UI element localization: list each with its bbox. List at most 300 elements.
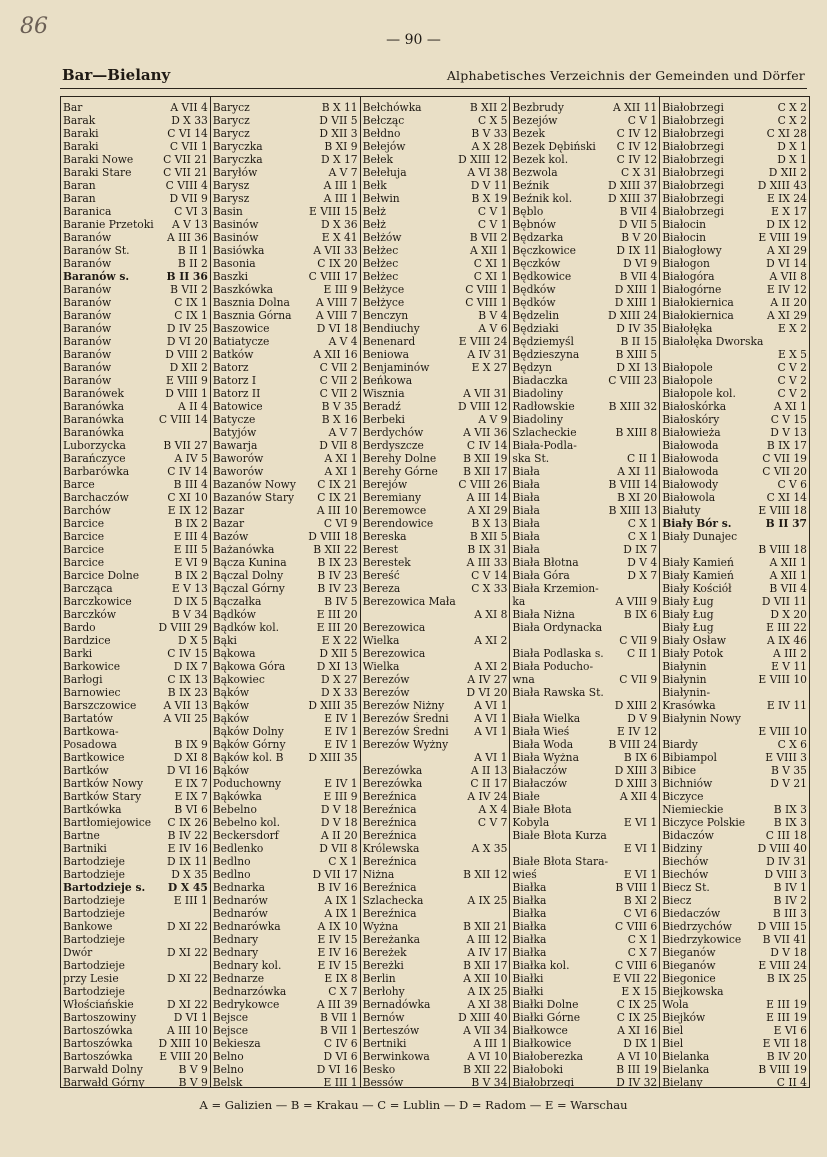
gazetteer-entry <box>660 166 809 179</box>
place-name <box>662 348 776 361</box>
grid-reference: B IX 6 <box>623 608 658 621</box>
grid-reference: D VIII 29 <box>158 621 208 634</box>
gazetteer-entry <box>211 673 360 686</box>
place-name: Bezbrudy <box>512 101 564 114</box>
place-name: Baranówka <box>63 400 125 413</box>
grid-reference: E III 4 <box>173 530 208 543</box>
grid-reference: C VIII 23 <box>608 374 658 387</box>
place-name: Białki <box>512 985 544 998</box>
place-name: Baszki <box>212 270 249 283</box>
place-name: Bartków Stary <box>63 790 142 803</box>
place-name: Bessów <box>362 1076 404 1087</box>
gazetteer-entry <box>510 465 659 478</box>
grid-reference: A IV 17 <box>467 946 508 959</box>
gazetteer-entry <box>660 218 809 231</box>
place-name: Białobrzegi <box>662 101 724 114</box>
grid-reference: B IV 22 <box>167 829 208 842</box>
gazetteer-entry <box>510 530 659 543</box>
grid-reference: E IV 11 <box>766 699 807 712</box>
grid-reference: D VII 5 <box>618 218 658 231</box>
gazetteer-entry <box>510 686 659 699</box>
place-name: Barcząca <box>63 582 113 595</box>
gazetteer-entry <box>211 179 360 192</box>
gazetteer-entry <box>211 920 360 933</box>
gazetteer-entry <box>510 803 659 816</box>
gazetteer-entry <box>211 894 360 907</box>
grid-reference: A II 20 <box>321 829 358 842</box>
place-name: Baranów <box>63 283 112 296</box>
grid-reference: D VII 5 <box>319 114 358 127</box>
grid-reference: A XI 29 <box>767 244 807 257</box>
place-name: Barwałd Dolny <box>63 1063 143 1076</box>
gazetteer-entry <box>510 270 659 283</box>
grid-reference: A XI 29 <box>467 504 508 517</box>
gazetteer-entry <box>361 205 510 218</box>
gazetteer-entry <box>361 894 510 907</box>
gazetteer-entry <box>510 504 659 517</box>
gazetteer-entry <box>211 452 360 465</box>
gazetteer-entry <box>510 764 659 777</box>
place-name: Bednary kol. <box>212 959 282 972</box>
place-name: Białka <box>512 894 547 907</box>
gazetteer-entry <box>211 556 360 569</box>
grid-reference: A VI 38 <box>467 166 508 179</box>
place-name: Bardo <box>63 621 96 634</box>
gazetteer-entry <box>361 153 510 166</box>
place-name: Biała Ordynacka <box>512 621 603 634</box>
grid-reference: D XIII 37 <box>607 192 658 205</box>
place-name: Batorz II <box>212 387 261 400</box>
gazetteer-entry <box>61 946 210 959</box>
grid-reference: D VI 16 <box>316 1063 358 1076</box>
place-name: Baran <box>63 179 96 192</box>
gazetteer-entry <box>211 387 360 400</box>
gazetteer-entry <box>660 634 809 647</box>
place-name: Wola <box>662 998 689 1011</box>
gazetteer-entry <box>361 595 510 608</box>
grid-reference: A VII 33 <box>313 244 358 257</box>
gazetteer-entry <box>660 413 809 426</box>
place-name: Beradź <box>362 400 401 413</box>
place-name: Białogon <box>662 257 710 270</box>
place-name: Barcice <box>63 556 105 569</box>
grid-reference: B XIII 32 <box>608 400 658 413</box>
gazetteer-entry <box>61 660 210 673</box>
gazetteer-entry <box>361 1076 510 1087</box>
place-name: Białokiernica <box>662 309 734 322</box>
place-name: Biecz <box>662 894 692 907</box>
place-name: Bąków Górny <box>212 738 286 751</box>
gazetteer-entry <box>361 309 510 322</box>
gazetteer-entry <box>510 842 659 855</box>
gazetteer-entry <box>361 907 510 920</box>
place-name: Berehy Dolne <box>362 452 437 465</box>
place-name: Bankowe <box>63 920 113 933</box>
place-name: Barwałd Górny <box>63 1076 145 1087</box>
grid-reference: C X 2 <box>777 114 807 127</box>
grid-reference: A VIII 7 <box>315 309 358 322</box>
gazetteer-entry <box>61 569 210 582</box>
place-name: Białaczów <box>512 764 568 777</box>
gazetteer-entry <box>61 673 210 686</box>
gazetteer-entry <box>61 972 210 985</box>
gazetteer-entry <box>361 166 510 179</box>
place-name: Włościańskie <box>63 998 134 1011</box>
place-name: Białynin- <box>662 686 711 699</box>
place-name: Bielanka <box>662 1063 710 1076</box>
gazetteer-entry <box>61 634 210 647</box>
place-name: Bartodzieje <box>63 894 125 907</box>
gazetteer-entry <box>211 595 360 608</box>
grid-reference: B IX 23 <box>317 556 358 569</box>
gazetteer-entry <box>660 842 809 855</box>
gazetteer-entry <box>361 244 510 257</box>
place-name: Biały Ług <box>662 621 714 634</box>
place-name: Biedaczów <box>662 907 721 920</box>
gazetteer-entry <box>361 231 510 244</box>
gazetteer-entry <box>61 556 210 569</box>
gazetteer-entry <box>61 179 210 192</box>
place-name: Baraki <box>63 140 99 153</box>
place-name: Beźnik <box>512 179 549 192</box>
gazetteer-entry <box>660 712 809 725</box>
place-name: Barkowice <box>63 660 121 673</box>
place-name: Bazów <box>212 530 249 543</box>
place-name: Bartodzieje <box>63 868 125 881</box>
grid-reference <box>505 881 507 894</box>
place-name: Baranów <box>63 374 112 387</box>
gazetteer-entry <box>510 127 659 140</box>
place-name: Bawarja <box>212 439 258 452</box>
grid-reference: A III 10 <box>167 1024 208 1037</box>
place-name: Białobrzegi <box>662 153 724 166</box>
grid-reference: D V 9 <box>627 712 658 725</box>
grid-reference <box>805 985 807 998</box>
gazetteer-entry <box>361 127 510 140</box>
place-name: Biała Wyżna <box>512 751 579 764</box>
gazetteer-entry <box>361 803 510 816</box>
grid-reference <box>206 959 208 972</box>
grid-reference: E VIII 9 <box>166 374 208 387</box>
gazetteer-entry <box>61 920 210 933</box>
gazetteer-entry <box>510 673 659 686</box>
grid-reference <box>505 621 507 634</box>
place-name: Bąków <box>212 686 250 699</box>
gazetteer-entry <box>211 842 360 855</box>
place-name: Beckersdorf <box>212 829 279 842</box>
gazetteer-entry <box>361 998 510 1011</box>
gazetteer-entry <box>660 361 809 374</box>
gazetteer-entry <box>211 907 360 920</box>
gazetteer-entry <box>361 764 510 777</box>
gazetteer-entry <box>211 140 360 153</box>
place-name: Białowoda <box>662 439 719 452</box>
gazetteer-entry <box>61 647 210 660</box>
grid-reference: E X 41 <box>321 231 358 244</box>
grid-reference: A XII 4 <box>619 790 658 803</box>
grid-reference <box>206 725 208 738</box>
grid-reference: D VIII 3 <box>764 868 807 881</box>
grid-reference <box>805 790 807 803</box>
gazetteer-entry <box>660 491 809 504</box>
grid-reference: D VII 8 <box>319 439 358 452</box>
grid-reference: D XII 2 <box>768 166 807 179</box>
grid-reference: D XI 13 <box>616 361 658 374</box>
gazetteer-entry <box>361 868 510 881</box>
gazetteer-entry <box>211 1024 360 1037</box>
place-name: Bęczków <box>512 257 561 270</box>
gazetteer-entry <box>361 426 510 439</box>
place-name: Bąkowa Góra <box>212 660 286 673</box>
place-name: Barchów <box>63 504 111 517</box>
place-name: Będków <box>512 283 556 296</box>
gazetteer-entry <box>211 114 360 127</box>
grid-reference: C X 31 <box>621 166 658 179</box>
place-name: Basiówka <box>212 244 265 257</box>
gazetteer-entry <box>61 829 210 842</box>
gazetteer-entry <box>361 673 510 686</box>
grid-reference: C X 1 <box>627 933 658 946</box>
place-name: Bazanów Stary <box>212 491 295 504</box>
grid-reference: C VIII 17 <box>308 270 358 283</box>
grid-reference: B VII 27 <box>163 439 208 452</box>
place-name: Bartodzieje <box>63 985 125 998</box>
place-name: Bedlno <box>212 868 251 881</box>
place-name: Bejsce <box>212 1024 249 1037</box>
grid-reference: A XI 16 <box>617 1024 658 1037</box>
gazetteer-entry <box>211 543 360 556</box>
grid-reference: A IV 27 <box>467 673 508 686</box>
grid-reference: B VII 1 <box>319 1011 358 1024</box>
gazetteer-entry <box>61 582 210 595</box>
place-name: Wielka <box>362 660 400 673</box>
gazetteer-entry <box>510 192 659 205</box>
grid-reference: C IX 25 <box>616 1011 658 1024</box>
grid-reference: A XI 8 <box>474 608 508 621</box>
place-name: Biała Góra <box>512 569 570 582</box>
place-name: Szlachecka <box>362 894 424 907</box>
grid-reference: C II 17 <box>470 777 508 790</box>
gazetteer-entry <box>61 1037 210 1050</box>
place-name: Będziemyśl <box>512 335 574 348</box>
place-name: Bedlno <box>212 855 251 868</box>
column-4 <box>510 97 660 1087</box>
place-name <box>512 842 621 855</box>
place-name: Bęczkowice <box>512 244 576 257</box>
place-name: Białopole <box>662 361 713 374</box>
gazetteer-entry <box>660 582 809 595</box>
grid-reference: D X 36 <box>321 218 358 231</box>
place-name: ska St. <box>512 452 550 465</box>
place-name: Belsk <box>212 1076 243 1087</box>
gazetteer-entry <box>211 582 360 595</box>
place-name: Radłowskie <box>512 400 575 413</box>
column-3 <box>361 97 511 1087</box>
grid-reference: B IX 2 <box>174 517 208 530</box>
gazetteer-entry <box>61 322 210 335</box>
gazetteer-entry <box>361 335 510 348</box>
place-name: Baranówka <box>63 426 125 439</box>
gazetteer-entry <box>61 426 210 439</box>
place-name: Beremowce <box>362 504 427 517</box>
gazetteer-entry <box>361 478 510 491</box>
grid-reference: B XI 20 <box>617 491 658 504</box>
gazetteer-entry <box>211 504 360 517</box>
gazetteer-entry <box>510 218 659 231</box>
place-name: ka <box>512 595 526 608</box>
grid-reference: A V 7 <box>328 426 358 439</box>
gazetteer-entry <box>660 478 809 491</box>
gazetteer-entry <box>211 764 360 777</box>
gazetteer-entry <box>61 803 210 816</box>
gazetteer-entry <box>660 985 809 998</box>
place-name <box>662 725 756 738</box>
place-name: Berezowica <box>362 647 426 660</box>
grid-reference: D XIII 40 <box>458 1011 508 1024</box>
grid-reference: E VI 6 <box>773 1024 807 1037</box>
place-name: Barszczowice <box>63 699 137 712</box>
gazetteer-entry <box>211 790 360 803</box>
grid-reference: B IX 31 <box>467 543 508 556</box>
grid-reference <box>505 738 507 751</box>
grid-reference: C X 2 <box>777 101 807 114</box>
gazetteer-entry <box>61 894 210 907</box>
place-name: Bąków <box>212 699 250 712</box>
place-name: Baran <box>63 192 96 205</box>
place-name: Batowice <box>212 400 263 413</box>
place-name: Bednarów <box>212 894 268 907</box>
gazetteer-entry <box>61 465 210 478</box>
gazetteer-entry <box>361 842 510 855</box>
grid-reference: D X 27 <box>321 673 358 686</box>
grid-reference: B XII 19 <box>463 452 508 465</box>
place-name: Niżna <box>362 868 395 881</box>
gazetteer-entry <box>211 751 360 764</box>
gazetteer-entry <box>660 400 809 413</box>
grid-reference: A IX 25 <box>467 894 508 907</box>
gazetteer-entry <box>61 439 210 452</box>
grid-reference: D XII 3 <box>319 127 358 140</box>
grid-reference: E IV 1 <box>324 738 358 751</box>
place-name: Bartodzieje s. <box>63 881 146 894</box>
place-name: Bąkowa <box>212 647 256 660</box>
grid-reference: C VIII 1 <box>465 283 508 296</box>
grid-reference: B X 13 <box>471 517 508 530</box>
gazetteer-entry <box>61 517 210 530</box>
gazetteer-entry <box>361 374 510 387</box>
grid-reference: E VI 1 <box>623 816 658 829</box>
grid-reference <box>805 686 807 699</box>
gazetteer-entry <box>510 634 659 647</box>
place-name: Bartatów <box>63 712 113 725</box>
gazetteer-entry <box>361 1011 510 1024</box>
grid-reference: D XIII 1 <box>614 296 658 309</box>
place-name: Bartkowa- <box>63 725 119 738</box>
place-name: Bączałka <box>212 595 262 608</box>
gazetteer-entry <box>510 452 659 465</box>
grid-reference: D XIII 12 <box>458 153 508 166</box>
gazetteer-entry <box>660 894 809 907</box>
place-name: Baworów <box>212 452 264 465</box>
place-name: Baraki Nowe <box>63 153 134 166</box>
place-name: Posadowa <box>63 738 117 751</box>
grid-reference: A II 4 <box>178 400 208 413</box>
place-name: Biała Krzemion- <box>512 582 599 595</box>
gazetteer-entry <box>361 933 510 946</box>
gazetteer-entry <box>61 985 210 998</box>
place-name: Berezów Średni <box>362 712 449 725</box>
place-name: Bar <box>63 101 83 114</box>
place-name: Biała Rawska St. <box>512 686 604 699</box>
grid-reference: E III 1 <box>173 894 208 907</box>
gazetteer-entry <box>510 205 659 218</box>
gazetteer-entry <box>211 660 360 673</box>
gazetteer-entry <box>61 686 210 699</box>
place-name: Białki Dolne <box>512 998 579 1011</box>
gazetteer-entry <box>211 777 360 790</box>
grid-reference: A XI 38 <box>467 998 508 1011</box>
grid-reference: A VI 10 <box>467 1050 508 1063</box>
gazetteer-entry <box>211 465 360 478</box>
grid-reference: A III 1 <box>473 1037 508 1050</box>
place-name: Białynin <box>662 673 707 686</box>
place-name: Beremiany <box>362 491 422 504</box>
place-name: Białka <box>512 920 547 933</box>
grid-reference: B XII 5 <box>469 530 508 543</box>
grid-reference: B III 4 <box>173 478 208 491</box>
place-name: Bębnów <box>512 218 556 231</box>
grid-reference: B X 19 <box>471 192 508 205</box>
grid-reference: B IX 3 <box>773 816 807 829</box>
grid-reference: B IX 2 <box>174 569 208 582</box>
place-name: Biała Podlaska s. <box>512 647 604 660</box>
place-name: Baranów <box>63 348 112 361</box>
gazetteer-entry <box>361 257 510 270</box>
place-name: Berezów Wyżny <box>362 738 449 751</box>
place-name: Beźnik kol. <box>512 192 573 205</box>
grid-reference: B X 11 <box>321 101 358 114</box>
grid-reference: E VIII 18 <box>758 504 807 517</box>
gazetteer-entry <box>660 465 809 478</box>
gazetteer-entry <box>61 218 210 231</box>
grid-reference: E VI 1 <box>623 842 658 855</box>
grid-reference: E VIII 19 <box>758 231 807 244</box>
gazetteer-entry <box>211 1050 360 1063</box>
grid-reference: C IX 21 <box>317 491 358 504</box>
grid-reference <box>206 907 208 920</box>
grid-reference: A XII 11 <box>613 101 658 114</box>
grid-reference: C VII 9 <box>619 634 658 647</box>
grid-reference <box>805 712 807 725</box>
gazetteer-entry <box>211 322 360 335</box>
place-name: Berezów Średni <box>362 725 449 738</box>
grid-reference: D IX 7 <box>623 543 658 556</box>
place-name: Bartne <box>63 829 100 842</box>
gazetteer-entry <box>361 140 510 153</box>
place-name: Będkowice <box>512 270 572 283</box>
grid-reference: E III 9 <box>323 790 358 803</box>
grid-reference: C IV 12 <box>616 127 658 140</box>
gazetteer-entry <box>61 543 210 556</box>
gazetteer-entry <box>510 985 659 998</box>
gazetteer-entry <box>660 127 809 140</box>
grid-reference: D V 18 <box>770 946 807 959</box>
place-name: Bernadówka <box>362 998 431 1011</box>
place-name: Bieganów <box>662 959 716 972</box>
place-name: Bebelno kol. <box>212 816 281 829</box>
gazetteer-entry <box>61 959 210 972</box>
grid-reference <box>206 426 208 439</box>
